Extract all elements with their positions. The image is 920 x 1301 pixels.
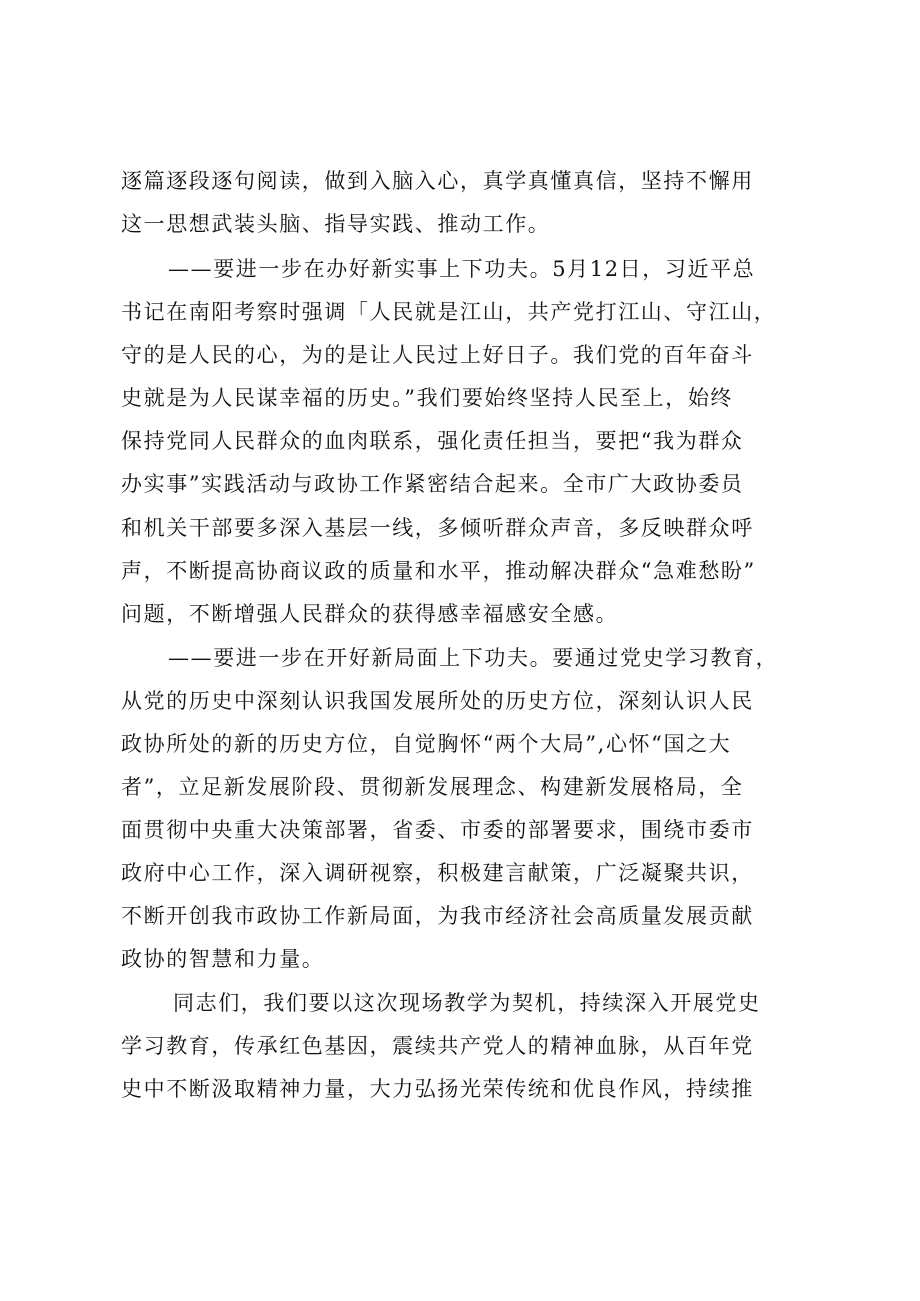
paragraph-3-line-1: ——要进一步在开好新局面上下功夫。要通过党史学习教育， — [168, 646, 779, 670]
paragraph-1-line-2: 这一思想武装头脑、指导实践、推动工作。 — [121, 212, 551, 236]
paragraph-2-line-1: ——要进一步在办好新实事上下功夫。5月12日，习近平总 — [168, 257, 756, 281]
paragraph-2-line-8: 声，不断提高协商议政的质量和水平，推动解决群众“急难愁盼” — [121, 559, 756, 583]
paragraph-3-line-5: 面贯彻中央重大决策部署，省委、市委的部署要求，围绕市委市 — [121, 818, 754, 842]
paragraph-2-line-5: 保持党同人民群众的血肉联系，强化责任担当，要把“我为群众 — [121, 429, 744, 453]
paragraph-2-line-3: 守的是人民的心，为的是让人民过上好日子。我们党的百年奋斗 — [121, 343, 754, 367]
paragraph-3-line-6: 政府中心工作，深入调研视察，积极建言献策，广泛凝聚共识， — [121, 861, 754, 885]
paragraph-3-line-4: 者”，立足新发展阶段、贯彻新发展理念、构建新发展格局，全 — [121, 775, 744, 799]
paragraph-2-line-2: 书记在南阳考察时强调「人民就是江山，共产党打江山、守江山， — [121, 300, 777, 324]
paragraph-2-line-6: 办实事”实践活动与政协工作紧密结合起来。全市广大政协委员 — [121, 472, 744, 496]
paragraph-3-line-2: 从党的历史中深刻认识我国发展所处的历史方位，深刻认识人民 — [121, 689, 754, 713]
paragraph-3-line-8: 政协的智慧和力量。 — [121, 947, 325, 971]
paragraph-4-line-3: 史中不断汲取精神力量，大力弘扬光荣传统和优良作风，持续推 — [121, 1077, 754, 1101]
paragraph-3-line-7: 不断开创我市政协工作新局面，为我市经济社会高质量发展贡献 — [121, 904, 754, 928]
paragraph-4-line-1: 同志们，我们要以这次现场教学为契机，持续深入开展党史 — [173, 991, 761, 1015]
paragraph-2-line-7: 和机关干部要多深入基层一线，多倾听群众声音，多反映群众呼 — [121, 516, 754, 540]
paragraph-2-line-9: 问题，不断增强人民群众的获得感幸福感安全感。 — [121, 602, 619, 626]
paragraph-2-line-4: 史就是为人民谋幸福的历史。”我们要始终坚持人民至上，始终 — [121, 386, 734, 410]
paragraph-4-line-2: 学习教育，传承红色基因，震续共产党人的精神血脉，从百年党 — [121, 1034, 754, 1058]
paragraph-3-line-3: 政协所处的新的历史方位，自觉胸怀“两个大局”,心怀“国之大 — [121, 732, 732, 756]
paragraph-1-line-1: 逐篇逐段逐句阅读，做到入脑入心，真学真懂真信，坚持不懈用 — [121, 169, 754, 193]
